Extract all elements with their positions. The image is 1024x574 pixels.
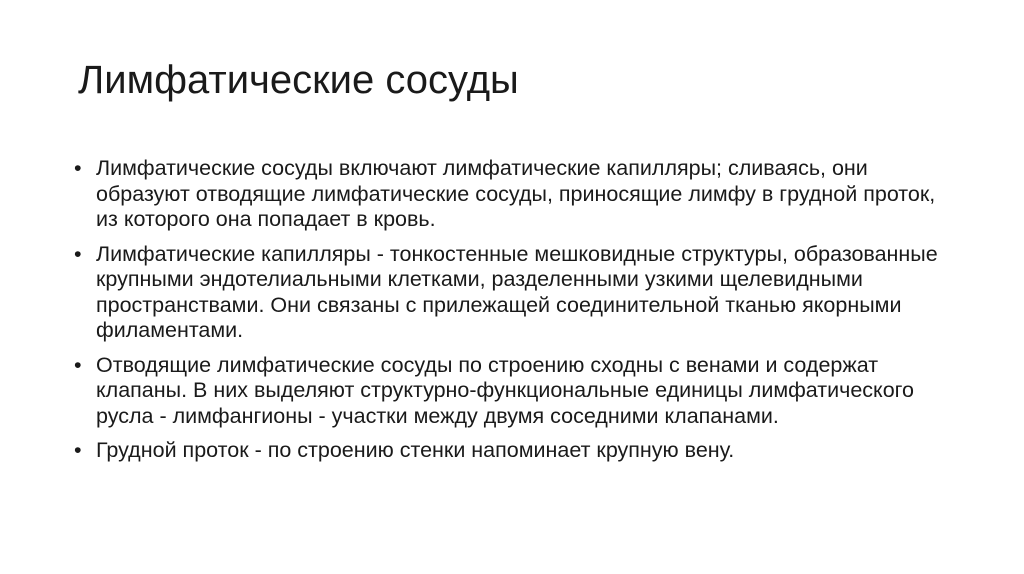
bullet-item: [74, 242, 954, 344]
bullet-icon: •: [74, 156, 82, 180]
bullet-item: [74, 353, 954, 430]
bullet-icon: •: [74, 352, 82, 377]
slide-title: Лимфатические сосуды: [78, 58, 519, 102]
bullet-icon: •: [74, 438, 82, 462]
bullet-text: Лимфатические сосуды включают лимфатические капилляры; сливаясь, они образуют отводящие лимфатические сосуды, приносящие лимфу в грудной проток, из которого она попадает в кровь.: [96, 156, 936, 231]
bullet-text: Грудной проток - по строению стенки напоминает крупную вену.: [96, 438, 735, 462]
bullet-item: [74, 438, 954, 464]
bullet-text: Отводящие лимфатические сосуды по строению сходны с венами и содержат клапаны. В них выделяют структурно-функциональные единицы лимфатического русла - лимфангионы - участки между двумя соседними клапанами.: [96, 352, 914, 428]
bullet-list: [74, 156, 954, 473]
bullet-item: [74, 156, 954, 233]
bullet-icon: •: [74, 241, 82, 266]
bullet-text: Лимфатические капилляры - тонкостенные мешковидные структуры, образованные крупными эндотелиальными клетками, разделенными узкими щелевидными пространствами. Они связаны с прилежащей соединительной тканью якорными филаментами.: [96, 241, 938, 342]
